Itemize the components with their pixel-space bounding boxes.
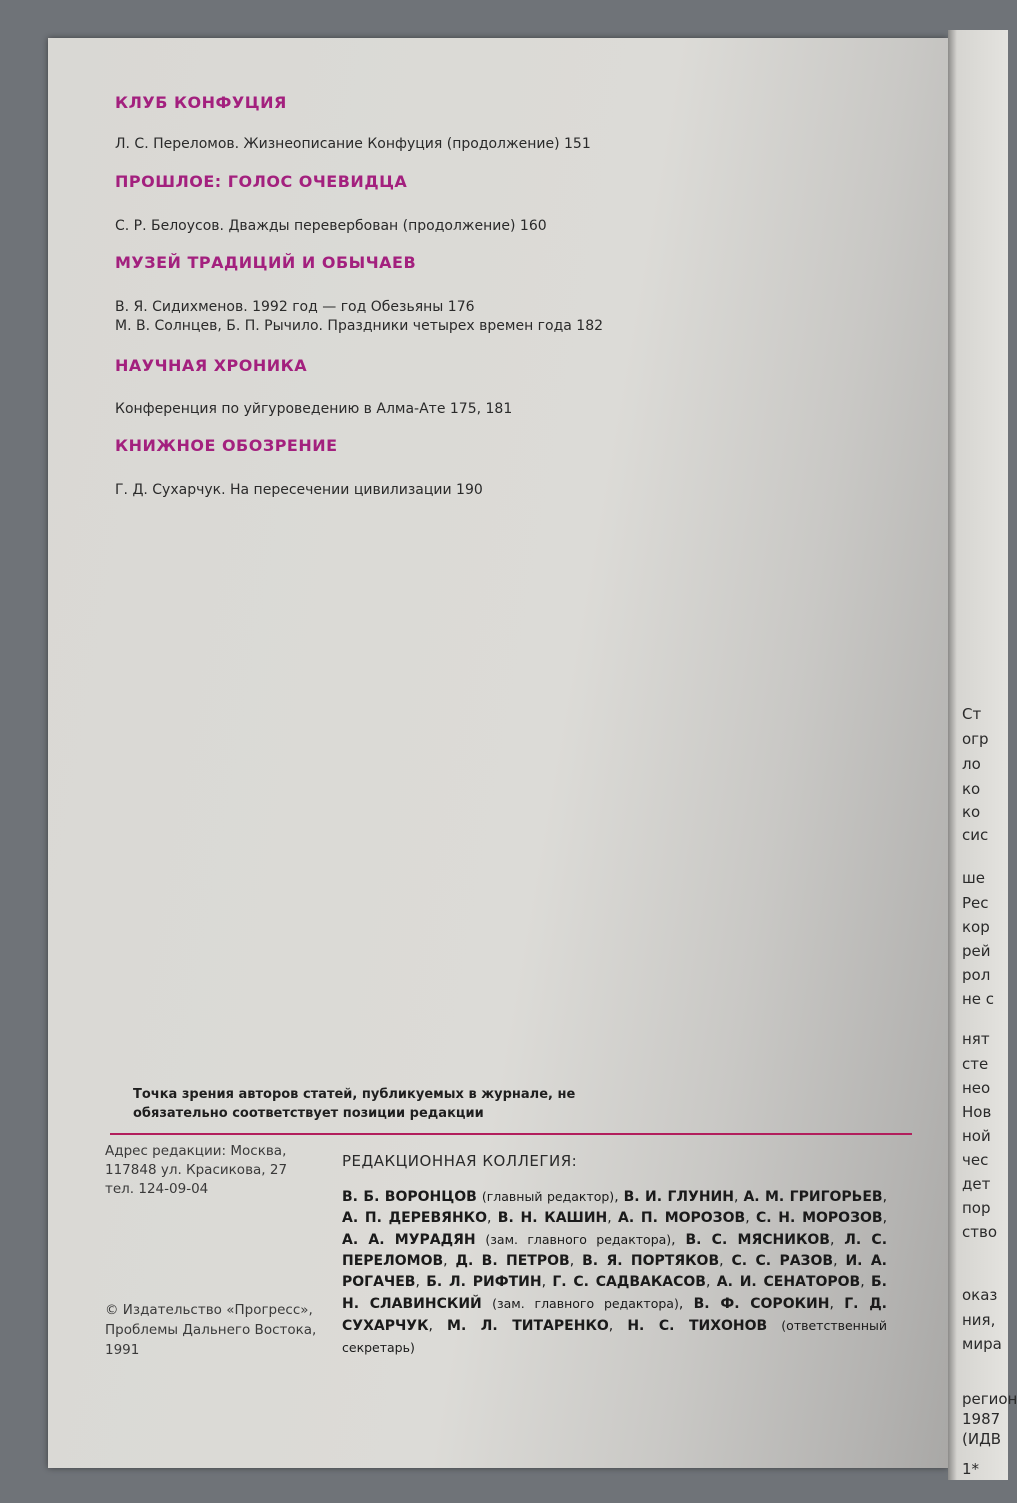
adjacent-page-text: 1987 bbox=[962, 1410, 1001, 1428]
adjacent-page-text: ше bbox=[962, 869, 985, 887]
toc-entry: М. В. Солнцев, Б. П. Рычило. Праздники четырех времен года 182 bbox=[115, 318, 604, 334]
board-member-role: (зам. главного редактора) bbox=[485, 1232, 672, 1247]
adjacent-page-text: сте bbox=[962, 1055, 989, 1073]
section-title: КНИЖНОЕ ОБОЗРЕНИЕ bbox=[115, 436, 338, 455]
board-member-name: В. Ф. СОРОКИН bbox=[693, 1296, 830, 1312]
editorial-board-list: В. Б. ВОРОНЦОВ (главный редактор), В. И. ГЛУНИН, А. М. ГРИГОРЬЕВ, А. П. ДЕРЕВЯНКО, В. Н. КАШИН, А. П. МОРОЗОВ, С. Н. МОРОЗОВ, А. А. МУРАДЯН (зам. главного редактора), В. С. МЯСНИКОВ, Л. С. ПЕРЕЛОМОВ, Д. В. ПЕТРОВ, В. Я. ПОРТЯКОВ, С. С. РАЗОВ, И. А. РОГАЧЕВ, Б. Л. РИФТИН, Г. С. САДВАКАСОВ, А. И. СЕНАТОРОВ, Б. Н. СЛАВИНСКИЙ (зам. главного редактора), В. Ф. СОРОКИН, Г. Д. СУХАРЧУК, М. Л. ТИТАРЕНКО, Н. С. ТИХОНОВ (ответственный секретарь) bbox=[342, 1189, 888, 1355]
adjacent-page-text: рей bbox=[962, 942, 991, 960]
board-member-role: (ответственный секретарь) bbox=[342, 1318, 887, 1355]
board-member-name: А. П. ДЕРЕВЯНКО bbox=[342, 1210, 488, 1226]
board-member-name: В. С. МЯСНИКОВ bbox=[685, 1232, 830, 1248]
copyright-line: Проблемы Дальнего Востока, bbox=[105, 1322, 317, 1338]
board-member-name: Б. Н. СЛАВИНСКИЙ bbox=[342, 1274, 887, 1312]
board-member-name: М. Л. ТИТАРЕНКО bbox=[447, 1318, 609, 1334]
adjacent-page-text: огр bbox=[962, 730, 989, 748]
board-member-name: А. И. СЕНАТОРОВ bbox=[716, 1274, 861, 1290]
toc-entry: С. Р. Белоусов. Дважды перевербован (продолжение) 160 bbox=[115, 218, 547, 234]
adjacent-page-text: ство bbox=[962, 1223, 998, 1241]
adjacent-page-text: регион bbox=[962, 1390, 1017, 1408]
board-member-name: А. М. ГРИГОРЬЕВ bbox=[743, 1189, 883, 1205]
adjacent-page-text: ной bbox=[962, 1127, 991, 1145]
adjacent-page-text: нят bbox=[962, 1030, 990, 1048]
adjacent-page-text: сис bbox=[962, 826, 989, 844]
address-line: Адрес редакции: Москва, bbox=[105, 1143, 287, 1159]
board-member-name: И. А. РОГАЧЕВ bbox=[342, 1253, 888, 1290]
adjacent-page-text: чес bbox=[962, 1151, 989, 1169]
adjacent-page-text: дет bbox=[962, 1175, 991, 1193]
copyright-line: 1991 bbox=[105, 1342, 140, 1358]
adjacent-page-text: Нов bbox=[962, 1103, 992, 1121]
board-member-name: А. А. МУРАДЯН bbox=[342, 1232, 476, 1248]
adjacent-page-text: Рес bbox=[962, 894, 989, 912]
adjacent-page-text: ко bbox=[962, 780, 981, 798]
copyright-notice bbox=[105, 1300, 335, 1360]
adjacent-page-text: (ИДВ bbox=[962, 1430, 1002, 1448]
adjacent-page-text: мира bbox=[962, 1335, 1002, 1353]
board-member-name: С. С. РАЗОВ bbox=[731, 1253, 834, 1269]
address-line: 117848 ул. Красикова, 27 bbox=[105, 1162, 288, 1178]
board-member-name: В. Б. ВОРОНЦОВ bbox=[342, 1189, 477, 1205]
board-member-name: А. П. МОРОЗОВ bbox=[618, 1210, 746, 1226]
copyright-line: © Издательство «Прогресс», bbox=[105, 1302, 313, 1318]
board-member-name: Н. С. ТИХОНОВ bbox=[627, 1318, 768, 1334]
board-member-name: В. И. ГЛУНИН bbox=[623, 1189, 734, 1205]
board-member-role: (главный редактор) bbox=[481, 1189, 615, 1204]
adjacent-page-edge bbox=[948, 30, 1017, 1480]
board-member-name: Г. С. САДВАКАСОВ bbox=[552, 1274, 706, 1290]
adjacent-page-text: рол bbox=[962, 966, 991, 984]
adjacent-page-text: не с bbox=[962, 990, 995, 1008]
board-member-role: (зам. главного редактора) bbox=[492, 1296, 679, 1311]
adjacent-page-text: нео bbox=[962, 1079, 991, 1097]
adjacent-page-text: кор bbox=[962, 918, 990, 936]
toc-entry: Л. С. Переломов. Жизнеописание Конфуция (продолжение) 151 bbox=[115, 136, 591, 152]
toc-entry: В. Я. Сидихменов. 1992 год — год Обезьяны 176 bbox=[115, 299, 475, 315]
address-line: тел. 124-09-04 bbox=[105, 1181, 209, 1197]
board-member-name: В. Н. КАШИН bbox=[497, 1210, 608, 1226]
toc-entry: Конференция по уйгуроведению в Алма-Ате 175, 181 bbox=[115, 401, 513, 417]
board-member-name: Г. Д. СУХАРЧУК bbox=[342, 1296, 887, 1334]
toc-entry: Г. Д. Сухарчук. На пересечении цивилизации 190 bbox=[115, 482, 483, 498]
board-member-name: С. Н. МОРОЗОВ bbox=[755, 1210, 883, 1226]
board-member-name: Д. В. ПЕТРОВ bbox=[455, 1253, 570, 1269]
adjacent-page-text: ло bbox=[962, 755, 981, 773]
divider-rule bbox=[110, 1133, 912, 1135]
editorial-address bbox=[105, 1142, 325, 1199]
board-member-name: Б. Л. РИФТИН bbox=[426, 1274, 542, 1290]
adjacent-page-text: оказ bbox=[962, 1286, 998, 1304]
editorial-disclaimer: Точка зрения авторов статей, публикуемых в журнале, не обязательно соответствует позиции редакции bbox=[133, 1087, 576, 1121]
section-title: КЛУБ КОНФУЦИЯ bbox=[115, 93, 287, 112]
adjacent-page-text: 1* bbox=[962, 1460, 980, 1478]
section-title: МУЗЕЙ ТРАДИЦИЙ И ОБЫЧАЕВ bbox=[115, 253, 417, 272]
adjacent-page-text: пор bbox=[962, 1199, 991, 1217]
adjacent-page-text: Ст bbox=[962, 705, 982, 723]
section-title: ПРОШЛОЕ: ГОЛОС ОЧЕВИДЦА bbox=[115, 172, 408, 191]
section-title: НАУЧНАЯ ХРОНИКА bbox=[115, 356, 308, 375]
board-member-name: Л. С. ПЕРЕЛОМОВ bbox=[342, 1232, 888, 1269]
board-member-name: В. Я. ПОРТЯКОВ bbox=[582, 1253, 720, 1269]
adjacent-page-text: ния, bbox=[962, 1311, 996, 1329]
adjacent-page-text: ко bbox=[962, 803, 981, 821]
editorial-board-title: РЕДАКЦИОННАЯ КОЛЛЕГИЯ: bbox=[342, 1152, 578, 1170]
